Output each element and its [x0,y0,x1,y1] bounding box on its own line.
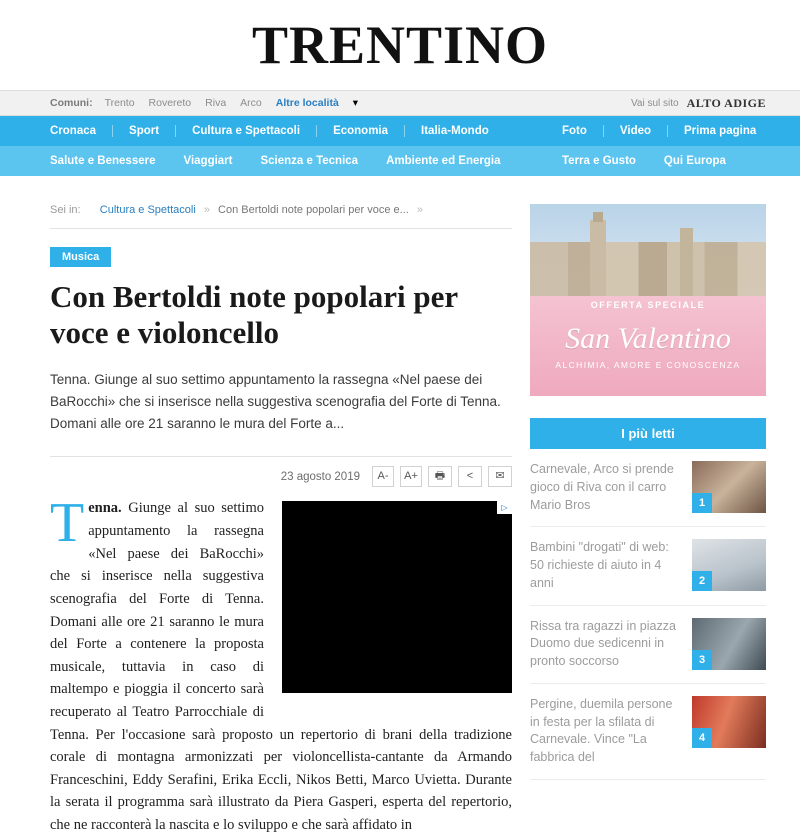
site-logo[interactable]: TRENTINO [251,15,549,75]
article-category-badge[interactable]: Musica [50,247,111,267]
font-decrease-button[interactable]: A- [372,466,394,487]
font-increase-button[interactable]: A+ [400,466,422,487]
comuni-link-trento[interactable]: Trento [104,97,135,109]
nav-sport[interactable]: Sport [113,125,176,137]
most-read-thumbnail [692,461,766,513]
secondary-nav-row [0,146,800,176]
most-read-title: Rissa tra ragazzi in piazza Duomo due sedicenni in pronto soccorso [530,618,676,668]
breadcrumb-sep-1: » [203,204,210,216]
most-read-thumbnail [692,618,766,670]
comuni-altre-localita[interactable]: Altre località [275,97,339,109]
most-read-rank: 2 [692,571,712,591]
nav-cultura-e-spettacoli[interactable]: Cultura e Spettacoli [176,125,317,137]
comuni-bar [0,90,800,116]
nav-qui-europa[interactable]: Qui Europa [663,155,726,167]
main-column [50,176,512,837]
secondary-nav [0,146,546,176]
article-summary: Tenna. Giunge al suo settimo appuntamento la rassegna «Nel paese dei BaRocchi» che si inserisce nella suggestiva scenografia del Forte di Tenna. Domani alle ore 21 saranno le mura del Forte a... [50,371,501,431]
list-item[interactable] [530,684,766,780]
breadcrumb-sep-0 [89,204,92,216]
primary-nav-row [0,116,800,146]
primary-nav-right [546,116,800,146]
nav-video[interactable]: Video [604,125,668,137]
masthead [0,0,800,90]
most-read-rank: 3 [692,650,712,670]
nav-salute-e-benessere[interactable]: Salute e Benessere [50,155,156,167]
article-dropcap: T [50,492,85,555]
advertisement-banner[interactable] [282,501,512,693]
primary-nav [0,116,546,146]
nav-cronaca[interactable]: Cronaca [50,125,113,137]
sidebar [530,176,766,837]
list-item[interactable] [530,527,766,605]
breadcrumb-current: Con Bertoldi note popolari per voce e... [218,204,409,216]
nav-scienza-e-tecnica[interactable]: Scienza e Tecnica [260,155,359,167]
article-date: 23 agosto 2019 [280,470,360,483]
promo-banner[interactable] [530,204,766,396]
promo-title: San Valentino [565,322,731,355]
nav-foto[interactable]: Foto [562,125,604,137]
comuni-label: Comuni: [50,97,93,109]
share-icon[interactable]: < [458,466,482,487]
vai-sul-sito-label: Vai sul sito [631,97,679,109]
content-area [0,176,800,837]
nav-ambiente-ed-energia[interactable]: Ambiente ed Energia [386,155,501,167]
page-title: Con Bertoldi note popolari per voce e violoncello [50,279,458,350]
most-read-title: Pergine, duemila persone in festa per la sfilata di Carnevale. Vince "La fabbrica del [530,696,673,764]
list-item[interactable] [530,449,766,527]
article-toolbar [50,456,512,497]
promo-offer-label: OFFERTA SPECIALE [590,300,706,310]
most-read-thumbnail [692,539,766,591]
promo-subtitle: ALCHIMIA, AMORE E CONOSCENZA [555,360,741,370]
breadcrumb-prefix: Sei in: [50,204,81,216]
most-read-widget [530,418,766,780]
chevron-down-icon[interactable]: ▾ [352,97,359,109]
promo-city-graphic [530,242,766,298]
alto-adige-link[interactable]: ALTO ADIGE [686,95,766,110]
breadcrumb [50,204,512,229]
nav-terra-e-gusto[interactable]: Terra e Gusto [562,155,636,167]
comuni-link-riva[interactable]: Riva [205,97,227,109]
comuni-link-rovereto[interactable]: Rovereto [148,97,192,109]
most-read-rank: 4 [692,728,712,748]
article-body-text: Giunge al suo settimo appuntamento la rassegna «Nel paese dei BaRocchi» che si inserisce nella suggestiva scenografia del Forte di Tenna. Domani alle ore 21 saranno le mura del Forte a contenere la proposta musicale, tuttavia in caso di maltempo e pioggia il concerto sarà recuperato al Teatro Parrocchiale di Tenna. Per l'occasione sarà proposto un repertorio di brani della tradizione corale di montagna armonizzati per violoncellista-cantante da Armando Franceschini, Eddy Serafini, Erika Eccli, Nikos Betti, Marco Uvietta. Durante la serata il programma sarà illustrato da Piera Gasperi, esperta del repertorio, che ne racconterà la nascita e lo sviluppo e che sarà affidato in [50,500,512,834]
print-icon[interactable]: 🖶 [428,466,452,487]
list-item[interactable] [530,606,766,684]
breadcrumb-sep-2: » [416,204,423,216]
most-read-thumbnail [692,696,766,748]
nav-viaggiart[interactable]: Viaggiart [183,155,233,167]
most-read-title: Carnevale, Arco si prende gioco di Riva con il carro Mario Bros [530,462,674,512]
breadcrumb-section[interactable]: Cultura e Spettacoli [99,204,196,216]
most-read-rank: 1 [692,493,712,513]
nav-prima-pagina[interactable]: Prima pagina [684,125,757,137]
most-read-title: Bambini "drogati" di web: 50 richieste di aiuto in 4 anni [530,540,669,590]
article-lead-bold: enna. [88,500,122,517]
ad-choices-icon[interactable]: ▷ [497,501,512,514]
nav-italia-mondo[interactable]: Italia-Mondo [421,125,489,137]
promo-tower-secondary-graphic [680,228,693,298]
comuni-link-arco[interactable]: Arco [240,97,262,109]
mail-icon[interactable]: ✉ [488,466,512,487]
article-body-wrapper [50,492,512,836]
promo-tower-graphic [590,220,606,298]
secondary-nav-right [546,146,800,176]
most-read-heading: I più letti [530,418,766,449]
nav-economia[interactable]: Economia [317,125,405,137]
